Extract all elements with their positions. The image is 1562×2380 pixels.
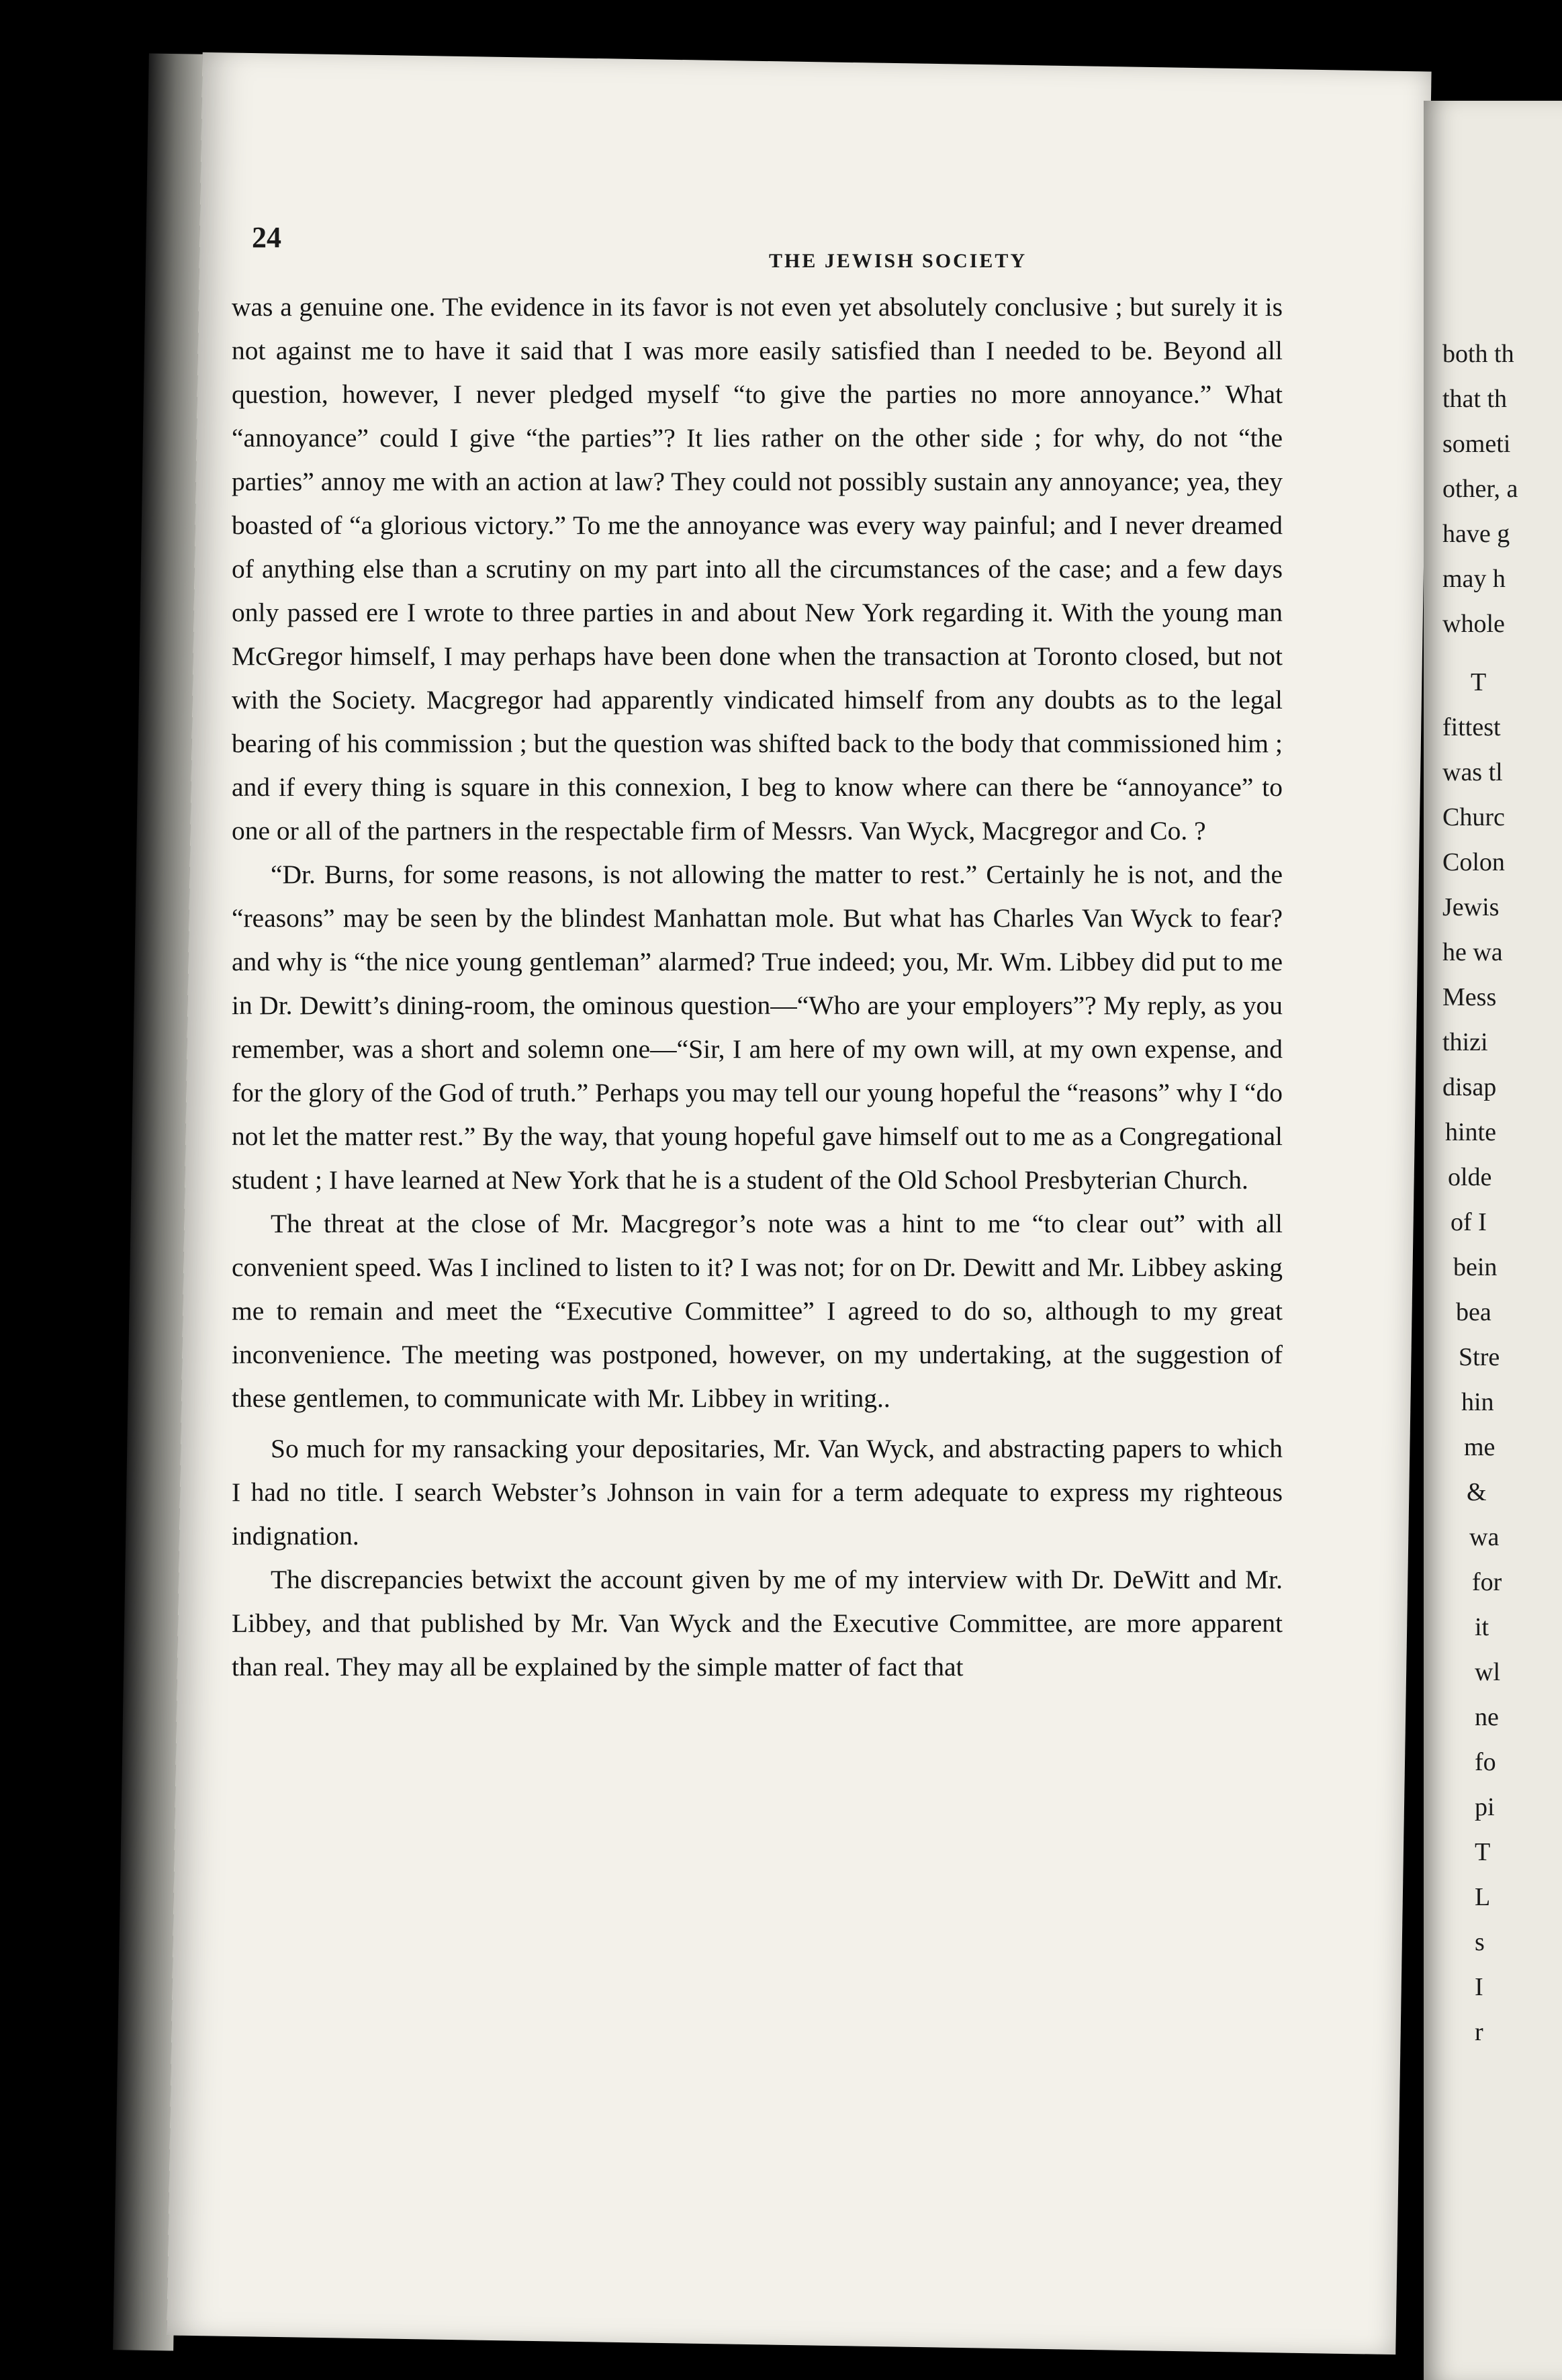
facing-page-fragment: Colon bbox=[1442, 848, 1505, 876]
facing-page-fragment: T bbox=[1471, 668, 1487, 696]
facing-page-fragment: I bbox=[1475, 1973, 1483, 2001]
facing-page-fragment: other, a bbox=[1442, 475, 1518, 503]
facing-page-fragment: thizi bbox=[1442, 1028, 1488, 1056]
facing-page-fragment: bea bbox=[1456, 1298, 1491, 1326]
facing-page-fragment: hin bbox=[1461, 1388, 1494, 1416]
paragraph-4: So much for my ransacking your depositaries, Mr. Van Wyck, and abstracting papers to which I had no title. I search Webster’s Johnson in vain for a term adequate to express my righteous indignation. bbox=[232, 1434, 1283, 1551]
facing-page-fragment: wa bbox=[1469, 1523, 1500, 1551]
paragraph-3: The threat at the close of Mr. Macgregor’s note was a hint to me “to clear out” with all convenient speed. Was I inclined to listen to it? I was not; for on Dr. Dewitt and Mr. Libbey asking me to remain and meet the “Executive Committee” I agreed to do so, although to my great inconvenience. The meeting was postponed, however, on my undertaking, at the suggestion of these gentlemen, to communicate with Mr. Libbey in writing.. bbox=[232, 1209, 1283, 1413]
paragraph-1: was a genuine one. The evidence in its favor is not even yet absolutely conclusive ; but surely it is not against me to have it said that I was more easily satisfied than I needed to be. Beyond all question, however, I never pledged myself “to give the parties no more annoyance.” What “annoyance” could I give “the parties”? It lies rather on the other side ; for why, do not “the parties” annoy me with an action at law? They could not possibly sustain any annoyance; yea, they boasted of “a glorious victory.” To me the annoyance was every way painful; and I never dreamed of anything else than a scrutiny on my part into all the circumstances of the case; and a few days only passed ere I wrote to three parties in and about New York regarding it. With the young man McGregor himself, I may perhaps have been done when the transaction at Toronto closed, but not with the Society. Macgregor had apparently vindicated himself from any doubts as to the legal bearing of his commission ; but the question was shifted back to the body that commissioned him ; and if every thing is square in this connexion, I beg to know where can there be “annoyance” to one or all of the partners in the respectable firm of Messrs. Van Wyck, Macgregor and Co. ? bbox=[232, 292, 1283, 845]
facing-page-fragment: both th bbox=[1442, 340, 1514, 368]
facing-page-fragment: me bbox=[1464, 1433, 1496, 1461]
facing-page-fragment: L bbox=[1475, 1883, 1491, 1911]
facing-page-fragment: pi bbox=[1475, 1793, 1495, 1821]
facing-page-fragment: ne bbox=[1475, 1703, 1499, 1731]
facing-page-fragment: of I bbox=[1451, 1208, 1487, 1236]
facing-page-fragment: & bbox=[1467, 1478, 1487, 1506]
paragraph-2: “Dr. Burns, for some reasons, is not allowing the matter to rest.” Certainly he is not, and the “reasons” may be seen by the blindest Manhattan mole. But what has Charles Van Wyck to fear? and why is “the nice young gentleman” alarmed? True indeed; you, Mr. Wm. Libbey did put to me in Dr. Dewitt’s dining-room, the ominous question—“Who are your employers”? My reply, as you remember, was a short and solemn one—“Sir, I am here of my own will, at my own expense, and for the glory of the God of truth.” Perhaps you may tell our young hopeful the “reasons” why I “do not let the matter rest.” By the way, that young hopeful gave himself out to me as a Congregational student ; I have learned at New York that he is a student of the Old School Presbyterian Church. bbox=[232, 860, 1283, 1195]
facing-page-fragment: Churc bbox=[1442, 803, 1505, 831]
page-body bbox=[232, 285, 1283, 1689]
facing-page-fragment: bein bbox=[1453, 1253, 1498, 1281]
facing-page-fragment: fittest bbox=[1442, 713, 1501, 741]
facing-page-fragment: it bbox=[1475, 1613, 1489, 1641]
page-number: 24 bbox=[252, 221, 281, 254]
paragraph-5: The discrepancies betwixt the account given by me of my interview with Dr. DeWitt and Mr. Libbey, and that published by Mr. Van Wyck and the Executive Committee, are more apparent than real. They may all be explained by the simple matter of fact that bbox=[232, 1565, 1283, 1682]
facing-page-fragment: for bbox=[1472, 1568, 1502, 1596]
facing-page-fragment: he wa bbox=[1442, 938, 1503, 966]
running-head: THE JEWISH SOCIETY bbox=[769, 250, 1027, 272]
facing-page-fragment: wl bbox=[1475, 1658, 1500, 1686]
facing-page-fragment: s bbox=[1475, 1928, 1485, 1956]
facing-page-fragment: T bbox=[1475, 1838, 1491, 1866]
facing-page-fragment: disap bbox=[1442, 1073, 1497, 1101]
facing-page-fragment: fo bbox=[1475, 1748, 1496, 1776]
facing-page-fragment: whole bbox=[1442, 610, 1505, 638]
facing-page-fragment: Mess bbox=[1442, 983, 1497, 1011]
facing-page-fragment: Jewis bbox=[1442, 893, 1500, 921]
facing-page-fragment: hinte bbox=[1445, 1118, 1496, 1146]
facing-page-fragment: someti bbox=[1442, 430, 1511, 458]
facing-page-fragment: may h bbox=[1442, 565, 1506, 593]
facing-page-fragment: have g bbox=[1442, 520, 1510, 548]
facing-page-fragment: olde bbox=[1448, 1163, 1492, 1191]
facing-page bbox=[1424, 101, 1562, 2380]
facing-page-fragment: that th bbox=[1442, 385, 1508, 413]
facing-page-fragment: r bbox=[1475, 2018, 1483, 2046]
facing-page-fragment: Stre bbox=[1459, 1343, 1500, 1371]
facing-page-fragment: was tl bbox=[1442, 758, 1503, 786]
